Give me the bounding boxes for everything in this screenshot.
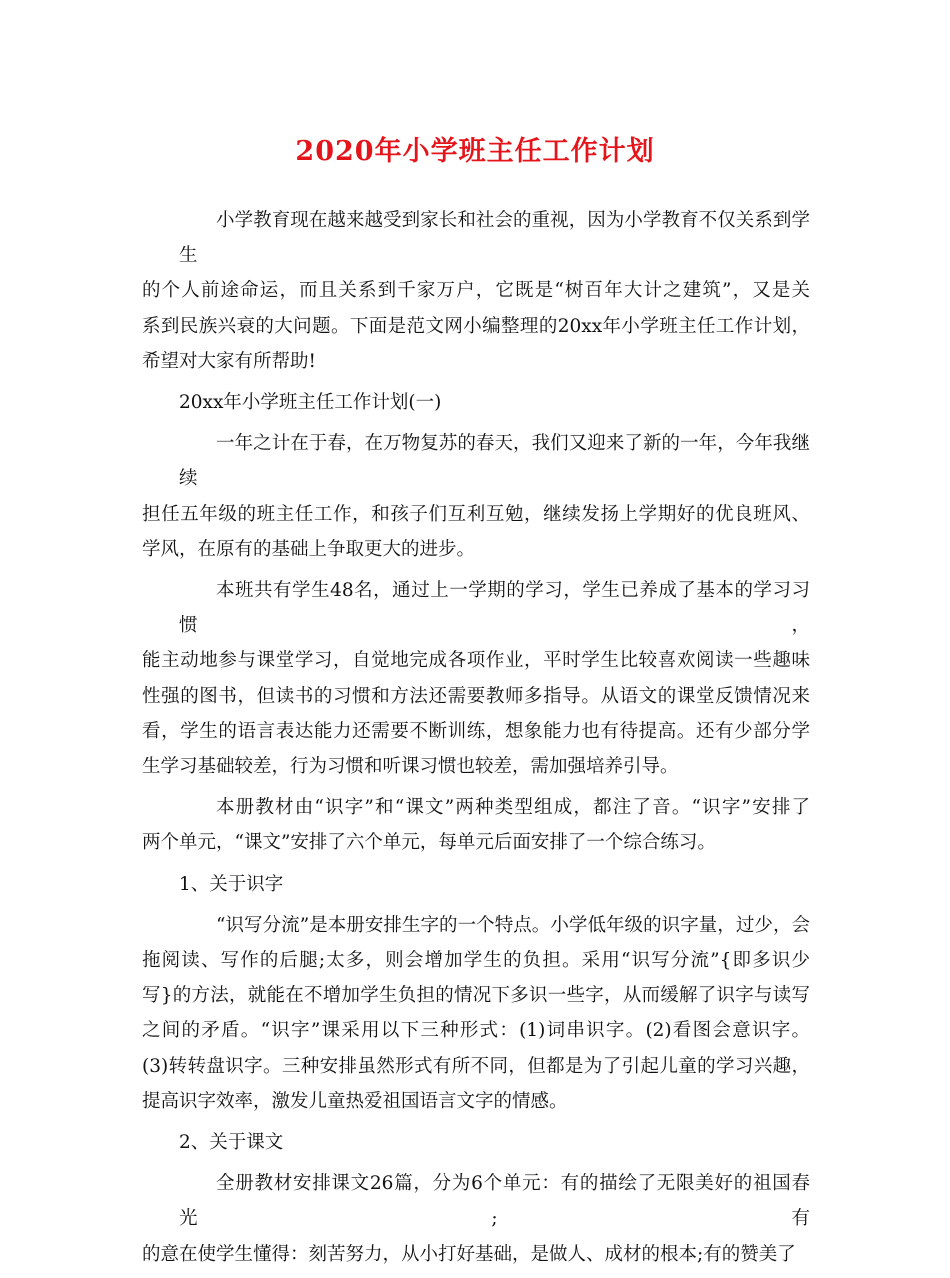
paragraph-line: 本班共有学生48名，通过上一学期的学习，学生已养成了基本的学习习惯， (179, 580, 810, 637)
heading-text: 20xx年小学班主任工作计划(一) (179, 392, 442, 414)
paragraph-line: 全册教材安排课文26篇，分为6个单元：有的描绘了无限美好的祖国春光;有 (179, 1173, 810, 1230)
paragraph (142, 203, 810, 379)
paragraph-line: 生学习基础较差，行为习惯和听课习惯也较差，需加强培养引导。 (142, 756, 679, 778)
paragraph-line: 拖阅读、写作的后腿;太多，则会增加学生的负担。采用“识写分流”{即多识少 (142, 950, 810, 972)
paragraph (142, 426, 810, 567)
section-heading (142, 1125, 810, 1160)
section-heading (142, 867, 810, 902)
paragraph-line: 看，学生的语言表达能力还需要不断训练，想象能力也有待提高。还有少部分学 (142, 720, 810, 742)
paragraph-line: 担任五年级的班主任工作，和孩子们互利互勉，继续发扬上学期好的优良班风、 (142, 503, 810, 525)
paragraph-line: (3)转转盘识字。三种安排虽然形式有所不同，但都是为了引起儿童的学习兴趣， (142, 1055, 810, 1077)
paragraph-line: 提高识字效率，激发儿童热爱祖国语言文字的情感。 (142, 1090, 568, 1112)
document-title: 2020年小学班主任工作计划 (295, 136, 655, 167)
paragraph-line: 一年之计在于春，在万物复苏的春天，我们又迎来了新的一年，今年我继续 (179, 433, 810, 490)
paragraph-line: 两个单元，“课文”安排了六个单元，每单元后面安排了一个综合练习。 (142, 832, 716, 854)
section-heading (142, 385, 810, 420)
paragraph-line: 写}的方法，就能在不增加学生负担的情况下多识一些字，从而缓解了识字与读写 (142, 985, 810, 1007)
paragraph (142, 908, 810, 1119)
paragraph-line: 性强的图书，但读书的习惯和方法还需要教师多指导。从语文的课堂反馈情况来 (142, 685, 810, 707)
paragraph-line: 系到民族兴衰的大问题。下面是范文网小编整理的20xx年小学班主任工作计划， (142, 315, 810, 337)
paragraph-line: 之间的矛盾。“识字”课采用以下三种形式：(1)词串识字。(2)看图会意识字。 (142, 1020, 810, 1042)
paragraph-line: 本册教材由“识字”和“课文”两种类型组成，都注了音。“识字”安排了 (216, 797, 810, 819)
heading-text: 2、关于课文 (179, 1132, 284, 1154)
paragraph (142, 790, 810, 860)
paragraph-line: 希望对大家有所帮助! (142, 350, 316, 372)
paragraph-line: 的意在使学生懂得：刻苦努力，从小打好基础，是做人、成材的根本;有的赞美了 (142, 1243, 796, 1265)
paragraph-line: 的个人前途命运，而且关系到千家万户，它既是“树百年大计之建筑”，又是关 (142, 280, 810, 302)
paragraph-line: “识写分流”是本册安排生字的一个特点。小学低年级的识字量，过少，会 (216, 914, 810, 936)
paragraph (142, 573, 810, 784)
paragraph (142, 1166, 810, 1272)
heading-text: 1、关于识字 (179, 873, 284, 895)
document-body (142, 203, 810, 1278)
paragraph-line: 学风，在原有的基础上争取更大的进步。 (142, 538, 476, 560)
paragraph-line: 能主动地参与课堂学习，自觉地完成各项作业，平时学生比较喜欢阅读一些趣味 (142, 650, 810, 672)
paragraph-line: 小学教育现在越来越受到家长和社会的重视，因为小学教育不仅关系到学生 (179, 210, 810, 267)
